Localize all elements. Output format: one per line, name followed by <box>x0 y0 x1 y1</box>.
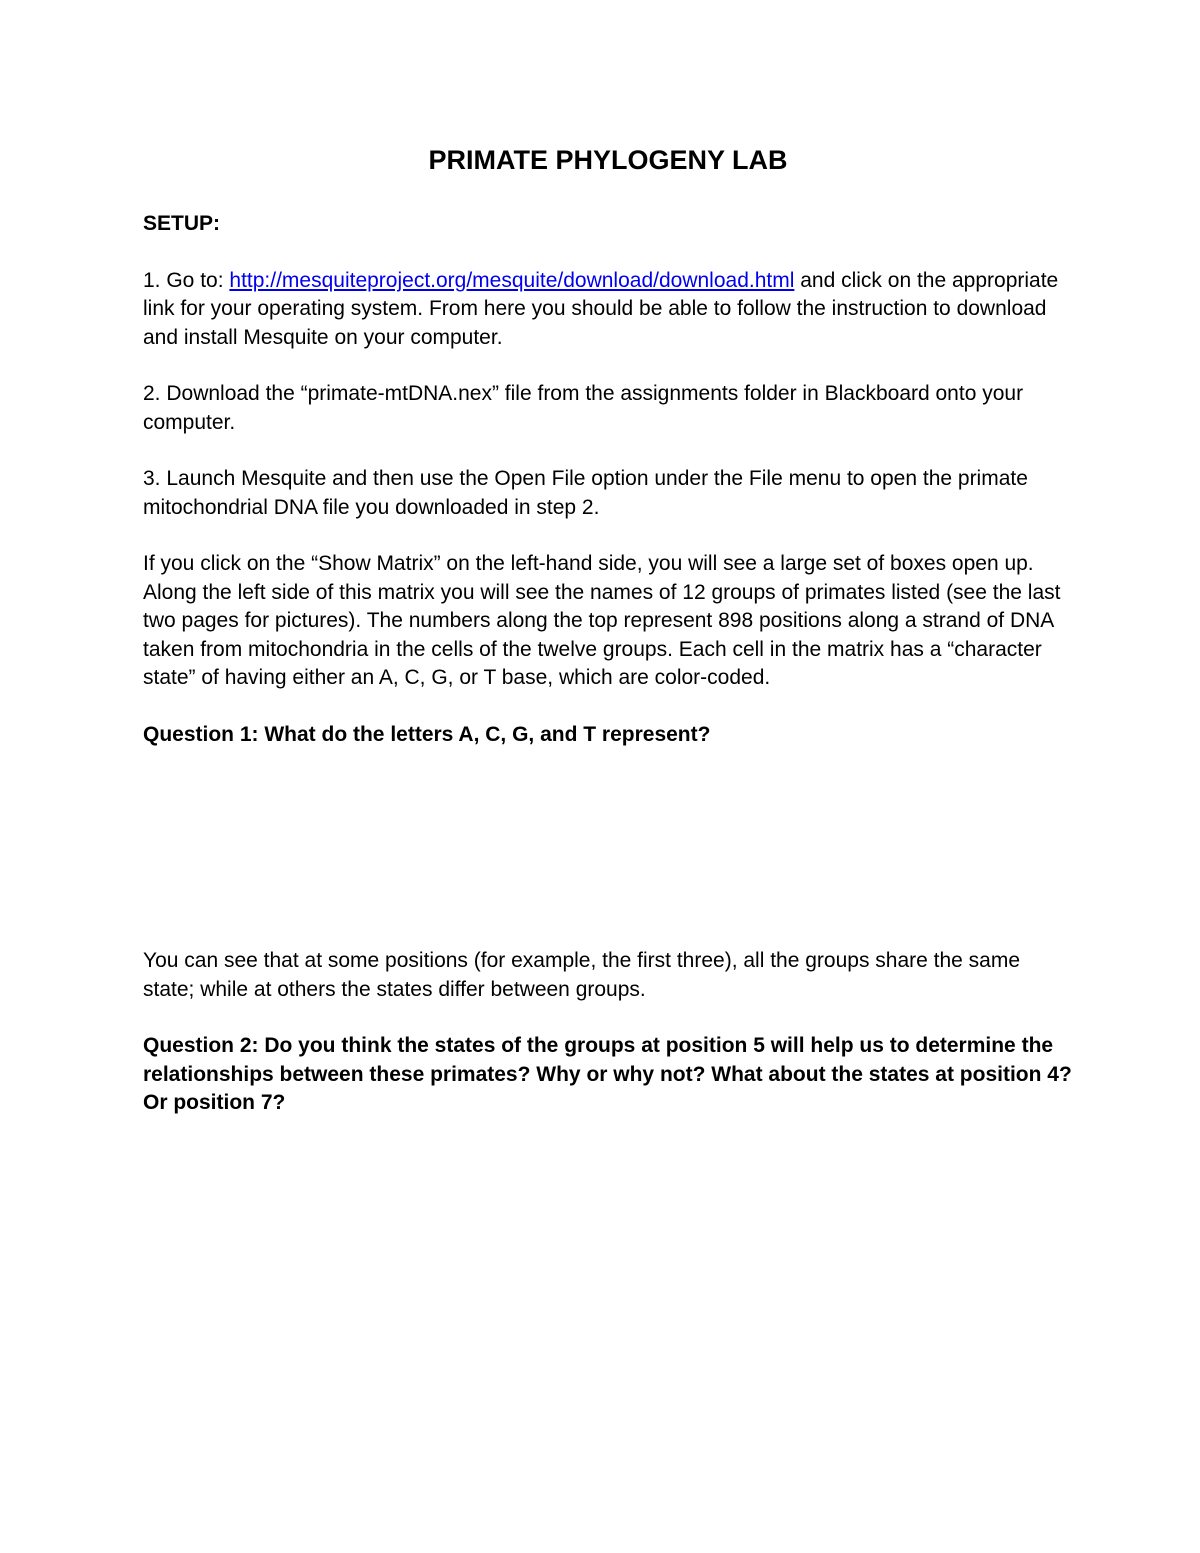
setup-step-3: 3. Launch Mesquite and then use the Open File option under the File menu to open the primate mitochondrial DNA file you downloaded in step 2. <box>143 467 1028 519</box>
positions-paragraph: You can see that at some positions (for example, the first three), all the groups share the same state; while at others the states differ between groups. <box>143 949 1021 1001</box>
step-1-prefix: 1. Go to: <box>143 268 230 292</box>
question-2: Question 2: Do you think the states of the groups at position 5 will help us to determine the relationships between these primates? Why or why not? What about the states at position 4? Or position 7? <box>143 1034 1072 1114</box>
step-1-suffix: and click on the appropriate link for your operating system. From here you should be able to follow the instruction to download and install Mesquite on your computer. <box>143 268 1059 349</box>
document-title: PRIMATE PHYLOGENY LAB <box>428 145 788 175</box>
setup-heading: SETUP: <box>143 212 221 235</box>
setup-step-1 <box>143 267 1073 353</box>
question-1: Question 1: What do the letters A, C, G, and T represent? <box>143 722 711 746</box>
document-content <box>143 140 1073 1118</box>
setup-step-2: 2. Download the “primate-mtDNA.nex” file from the assignments folder in Blackboard onto your computer. <box>143 382 1024 434</box>
mesquite-download-link[interactable]: http://mesquiteproject.org/mesquite/download/download.html <box>229 268 795 292</box>
matrix-paragraph: If you click on the “Show Matrix” on the left-hand side, you will see a large set of boxes open up. Along the left side of this matrix you will see the names of 12 groups of primates listed (see the last two pages for pictures). The numbers along the top represent 898 positions along a strand of DNA taken from mitochondria in the cells of the twelve groups. Each cell in the matrix has a “character state” of having either an A, C, G, or T base, which are color-coded. <box>143 552 1061 689</box>
